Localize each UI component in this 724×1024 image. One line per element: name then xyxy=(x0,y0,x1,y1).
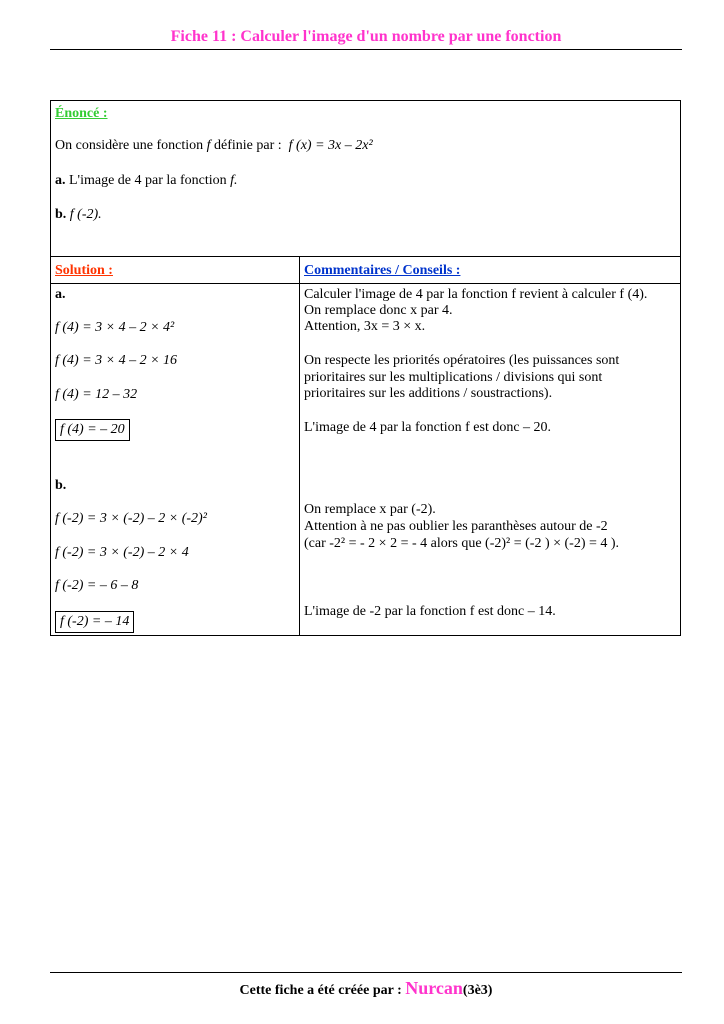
enonce-label: Énoncé : xyxy=(55,106,108,121)
question-b-label: b. xyxy=(55,207,67,222)
question-b xyxy=(55,207,102,223)
comments-header: Commentaires / Conseils : xyxy=(304,263,461,278)
page-title: Fiche 11 : Calculer l'image d'un nombre par une fonction xyxy=(170,28,562,45)
comment-line: L'image de -2 par la fonction f est donc – 14. xyxy=(304,604,556,619)
enonce-formula: f (x) = 3x – 2x² xyxy=(288,138,373,153)
solution-a-line: f (4) = 12 – 32 xyxy=(55,387,138,402)
header-divider xyxy=(51,283,680,284)
solution-b-result: f (-2) = – 14 xyxy=(55,611,134,633)
solution-header: Solution : xyxy=(55,263,113,278)
footer-divider xyxy=(50,972,682,973)
comment-line: prioritaires sur les additions / soustractions). xyxy=(304,386,553,401)
comment-line: Attention, 3x = 3 × x. xyxy=(304,319,426,334)
footer-author: Nurcan xyxy=(405,978,463,998)
footer-suffix: (3è3) xyxy=(462,983,493,998)
footer xyxy=(50,978,682,999)
comment-line: Calculer l'image de 4 par la fonction f revient à calculer f (4). xyxy=(304,287,648,302)
question-a-text: L'image de 4 par la fonction xyxy=(69,173,227,188)
question-b-text: f (-2). xyxy=(69,207,102,222)
enonce-box xyxy=(50,100,681,257)
question-a xyxy=(55,173,238,189)
comment-line: On remplace x par (-2). xyxy=(304,502,436,517)
solution-a-label: a. xyxy=(55,287,66,302)
enonce-intro-rest: définie par : xyxy=(214,138,282,153)
comment-line: (car -2² = - 2 × 2 = - 4 alors que (-2)² = (-2 ) × (-2) = 4 ). xyxy=(304,536,620,551)
footer-prefix: Cette fiche a été créée par : xyxy=(239,983,402,998)
title-divider xyxy=(50,49,682,50)
question-a-label: a. xyxy=(55,173,66,188)
solution-b-line: f (-2) = 3 × (-2) – 2 × (-2)² xyxy=(55,511,207,526)
solution-a-line: f (4) = 3 × 4 – 2 × 4² xyxy=(55,320,175,335)
comment-line: On respecte les priorités opératoires (les puissances sont xyxy=(304,353,620,368)
comment-line: Attention à ne pas oublier les paranthèses autour de -2 xyxy=(304,519,608,534)
comment-line: prioritaires sur les multiplications / divisions qui sont xyxy=(304,370,603,385)
solution-b-label: b. xyxy=(55,478,67,493)
enonce-intro xyxy=(55,138,373,154)
comment-line: On remplace donc x par 4. xyxy=(304,303,453,318)
solution-table xyxy=(50,257,681,636)
enonce-intro-text: On considère une fonction xyxy=(55,138,204,153)
enonce-intro-f: f xyxy=(206,138,211,153)
comment-line: L'image de 4 par la fonction f est donc – 20. xyxy=(304,420,552,435)
solution-a-line: f (4) = 3 × 4 – 2 × 16 xyxy=(55,353,178,368)
solution-a-result: f (4) = – 20 xyxy=(55,419,130,441)
solution-b-line: f (-2) = 3 × (-2) – 2 × 4 xyxy=(55,545,189,560)
solution-b-line: f (-2) = – 6 – 8 xyxy=(55,578,139,593)
column-divider xyxy=(299,257,300,635)
question-a-f: f. xyxy=(230,173,238,188)
